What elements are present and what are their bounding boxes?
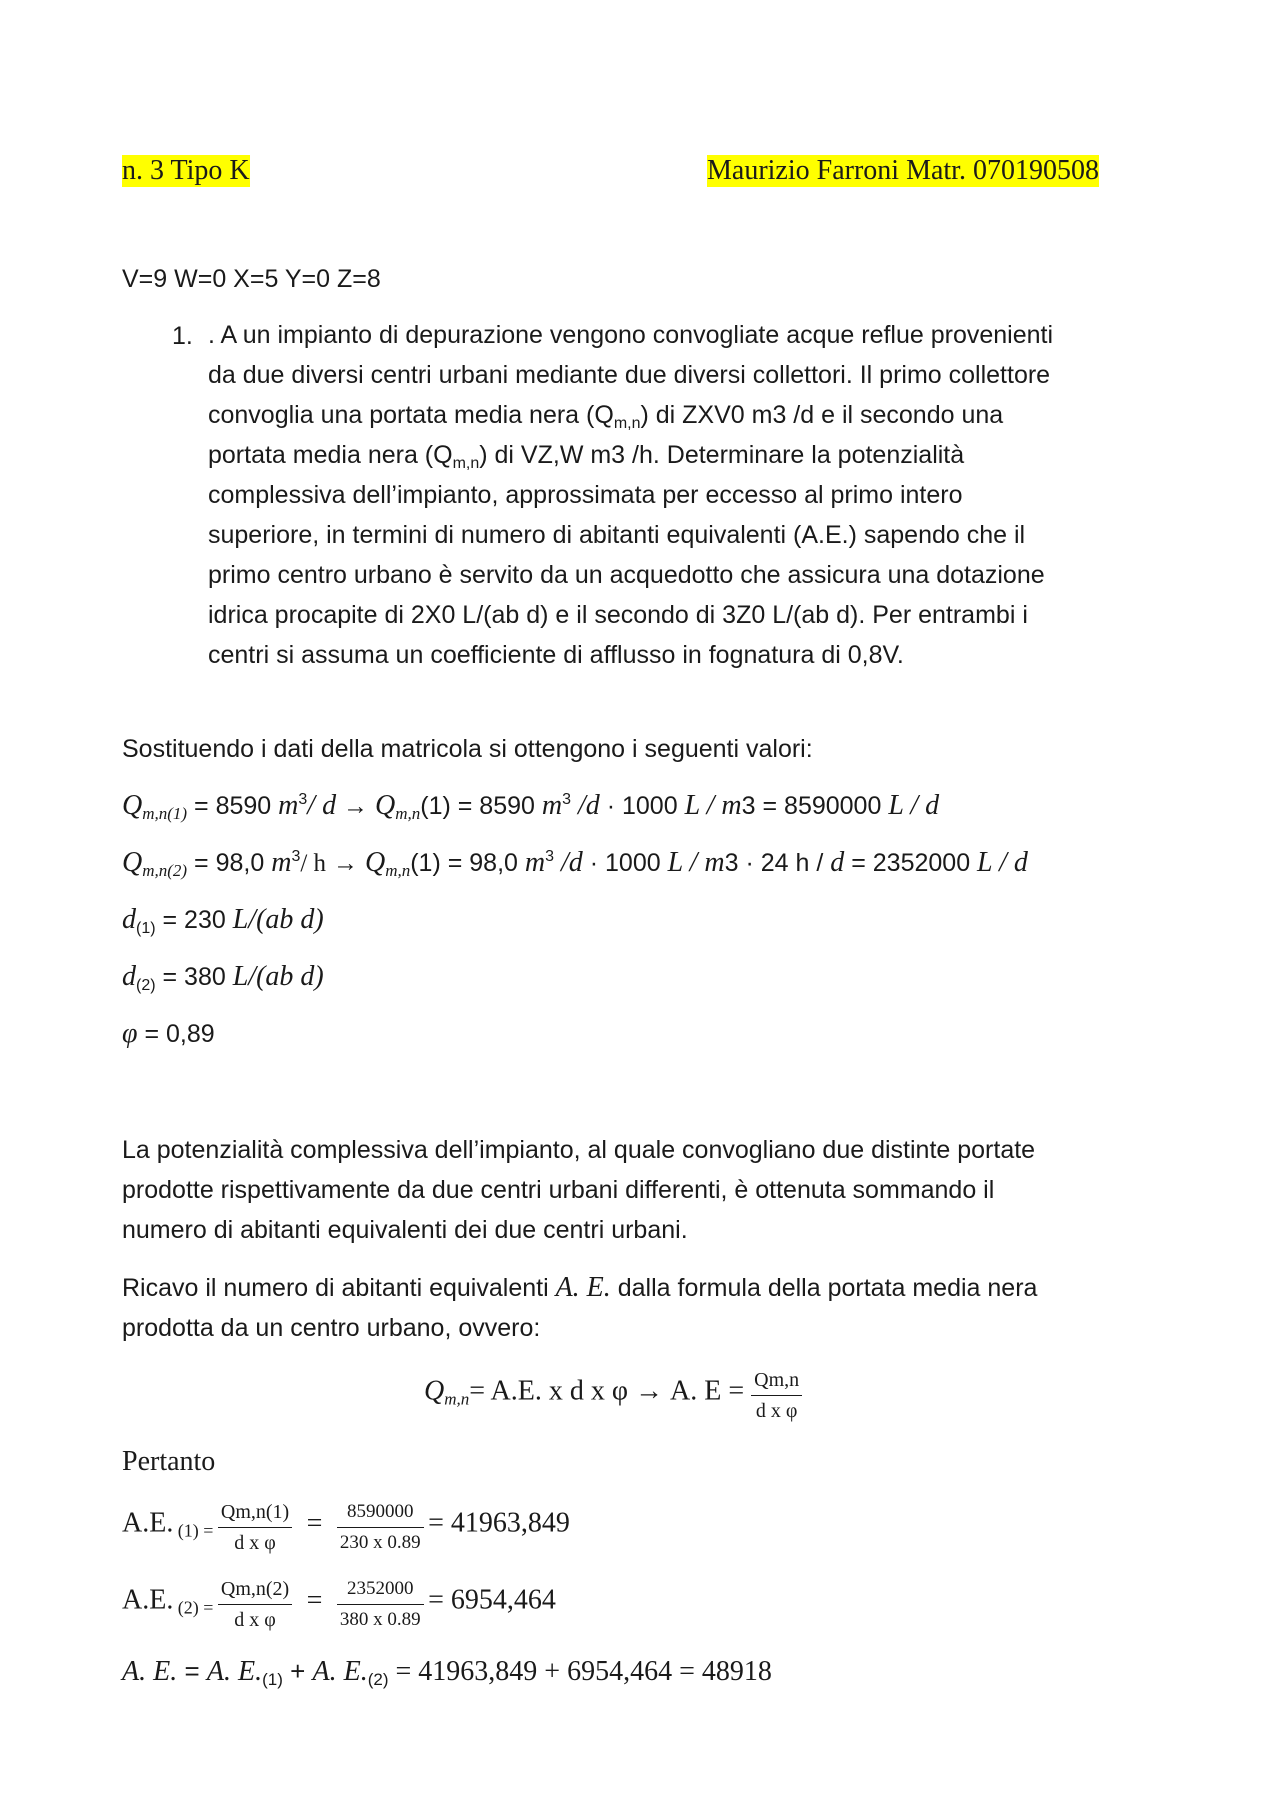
problem-line-7: primo centro urbano è servito da un acquedotto che assicura una dotazione bbox=[208, 561, 1045, 589]
problem-line-6: superiore, in termini di numero di abitanti equivalenti (A.E.) sapendo che il bbox=[208, 521, 1026, 549]
problem-line-4: portata media nera $(Q_{m,n})$ di VZ,W m3 /h. Determinare la potenzialità bbox=[208, 441, 965, 472]
header-right: Maurizio Farroni Matr. 070190508 bbox=[707, 155, 1099, 186]
total-equation: A. E. = A. $E._{(1)} + A$. $E._{(2)} = 41963,849 + 6954,464 = 48918$ bbox=[122, 1656, 772, 1689]
explanation-line-2: prodotte rispettivamente da due centri urbani differenti, è ottenuta sommando il bbox=[122, 1176, 995, 1204]
formula-fraction: $\frac{Qm,n}{\text{d x φ}}$ bbox=[751, 1368, 802, 1423]
equation-d2: $d_{(2)} = 380$ L/(ab d) bbox=[122, 961, 324, 994]
equation-q1: $Q_{m,n(1)} = 8590$ $m^3/$ $d \to Q_{m,n}(1) = 8590$ $m^3$ /d · 1000 L / m3 = 8590000 L / d bbox=[122, 790, 940, 823]
header-left: n. 3 Tipo K bbox=[122, 155, 250, 186]
problem-line-3: convoglia una portata media nera $(Q_{m,n})$ di ZXV0 m3 /d e il secondo una bbox=[208, 401, 1004, 432]
problem-text bbox=[208, 315, 1053, 675]
problem-line-1: . A un impianto di depurazione vengono convogliate acque reflue provenienti bbox=[208, 321, 1054, 349]
ricavo-line-2: prodotta da un centro urbano, ovvero: bbox=[122, 1314, 541, 1342]
ae1-fraction-numeric: $\frac{8590000}{230 x 0.89}$ bbox=[337, 1500, 424, 1555]
equation-d1: $d_{(1)} = 230$ L/(ab d) bbox=[122, 904, 324, 937]
problem-number: 1. bbox=[172, 322, 193, 350]
ae1-equation: A.E. $_{(1) =}$ $\frac{Qm,n(1)}{\text{d x φ}}$ = $\frac{8590000}{230 x 0.89}$ = 41963,849 bbox=[122, 1501, 570, 1554]
equation-phi: φ = 0,89 bbox=[122, 1018, 215, 1049]
substitution-intro: Sostituendo i dati della matricola si ottengono i seguenti valori: bbox=[122, 735, 813, 763]
equation-q2: $Q_{m,n(2)} = 98,0$ $m^3/$ $h \to Q_{m,n}(1) = 98,0$ $m^3$ /d · 1000 L / m3 · 24 h / d = 2352000 L / d bbox=[122, 847, 1028, 880]
main-formula: $Q_{m,n}= A.E$. x d x φ → A. E = $\frac{Qm,n}{\text{d x φ}}$ bbox=[424, 1368, 802, 1423]
ricavo-paragraph bbox=[122, 1268, 1037, 1348]
pertanto-label: Pertanto bbox=[122, 1446, 216, 1477]
variables-line: V=9 W=0 X=5 Y=0 Z=8 bbox=[122, 265, 381, 293]
explanation-line-3: numero di abitanti equivalenti dei due centri urbani. bbox=[122, 1216, 688, 1244]
explanation-paragraph bbox=[122, 1130, 1035, 1250]
ae1-fraction-symbolic: $\frac{Qm,n(1)}{\text{d x φ}}$ bbox=[218, 1500, 292, 1555]
ae2-fraction-symbolic: $\frac{Qm,n(2)}{\text{d x φ}}$ bbox=[218, 1577, 292, 1632]
ricavo-line-1: Ricavo il numero di abitanti equivalenti A. E. dalla formula della portata media nera bbox=[122, 1272, 1038, 1303]
ae2-fraction-numeric: $\frac{2352000}{380 x 0.89}$ bbox=[337, 1577, 424, 1632]
explanation-line-1: La potenzialità complessiva dell’impianto, al quale convogliano due distinte portate bbox=[122, 1136, 1036, 1164]
problem-line-9: centri si assuma un coefficiente di afflusso in fognatura di 0,8V. bbox=[208, 641, 904, 669]
problem-line-2: da due diversi centri urbani mediante due diversi collettori. Il primo collettore bbox=[208, 361, 1051, 389]
problem-line-5: complessiva dell’impianto, approssimata per eccesso al primo intero bbox=[208, 481, 963, 509]
problem-line-8: idrica procapite di 2X0 L/(ab d) e il secondo di 3Z0 L/(ab d). Per entrambi i bbox=[208, 601, 1028, 629]
ae2-equation: A.E. $_{(2) =}$ $\frac{Qm,n(2)}{\text{d x φ}}$ = $\frac{2352000}{380 x 0.89}$ = 6954,464 bbox=[122, 1578, 556, 1631]
